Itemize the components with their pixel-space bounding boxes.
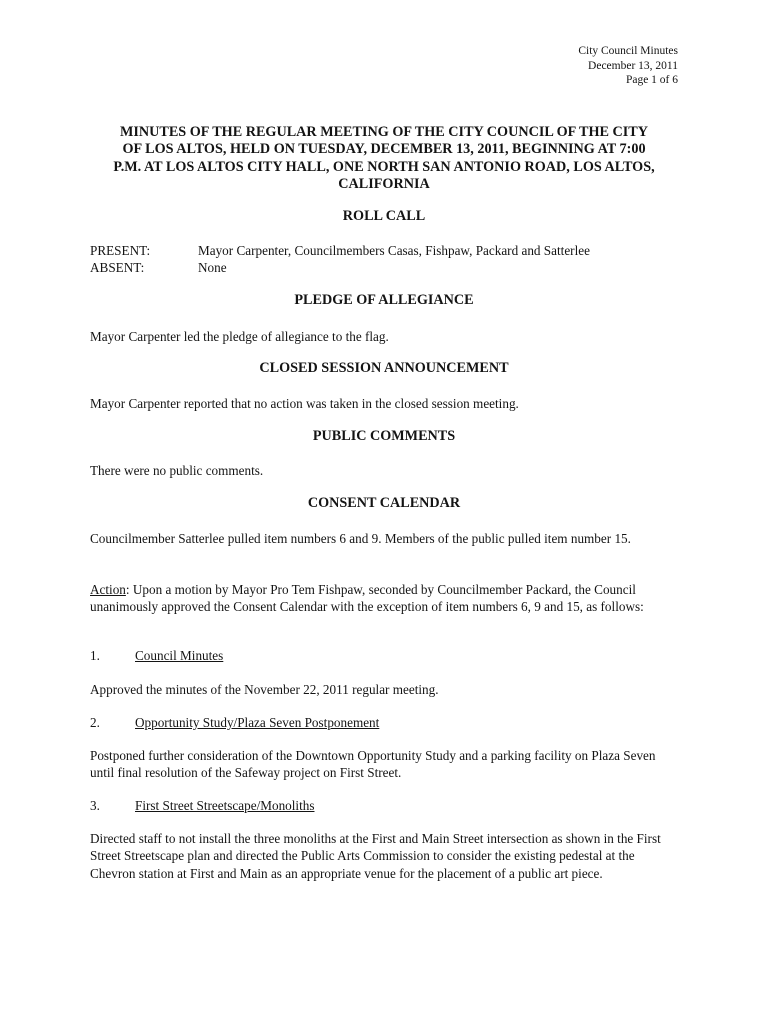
closed-session-heading: CLOSED SESSION ANNOUNCEMENT: [259, 360, 509, 376]
present-value: Mayor Carpenter, Councilmembers Casas, Fishpaw, Packard and Satterlee: [198, 243, 590, 258]
title-line: MINUTES OF THE REGULAR MEETING OF THE CITY COUNCIL OF THE CITY: [119, 124, 649, 140]
consent-item-3-text: Directed staff to not install the three monoliths at the First and Main Street intersection as shown in the First Street Streetscape plan and directed the Public Arts Commission to consider the existing pedestal at the Chevron station at First and Main as an appropriate venue for the placement of a public art piece.: [90, 831, 661, 881]
item-title: Opportunity Study/Plaza Seven Postponement: [135, 715, 380, 730]
present-label: PRESENT:: [90, 243, 151, 258]
consent-item-2: [90, 714, 379, 731]
pledge-text: Mayor Carpenter led the pledge of allegiance to the flag.: [90, 329, 389, 344]
consent-pulled-text: Councilmember Satterlee pulled item numbers 6 and 9. Members of the public pulled item number 15.: [90, 531, 631, 546]
absent-row: [90, 259, 227, 276]
consent-item-2-text: Postponed further consideration of the Downtown Opportunity Study and a parking facility on Plaza Seven until final resolution of the Safeway project on First Street.: [90, 748, 656, 781]
header-doc-name: City Council Minutes: [578, 45, 678, 57]
consent-action-paragraph: [90, 581, 682, 616]
consent-item-3: [90, 797, 314, 814]
present-row: [90, 242, 590, 259]
action-label: Action: [90, 582, 126, 597]
action-text: : Upon a motion by Mayor Pro Tem Fishpaw, seconded by Councilmember Packard, the Council unanimously approved the Consent Calendar with the exception of item numbers 6, 9 and 15, as follows:: [90, 582, 644, 615]
item-number: 2.: [90, 715, 100, 730]
item-number: 1.: [90, 648, 100, 663]
title-line: P.M. AT LOS ALTOS CITY HALL, ONE NORTH SAN ANTONIO ROAD, LOS ALTOS,: [113, 158, 655, 175]
public-comments-text: There were no public comments.: [90, 463, 264, 478]
consent-item-1: [90, 647, 223, 664]
closed-session-text: Mayor Carpenter reported that no action was taken in the closed session meeting.: [90, 396, 519, 411]
roll-call-heading: ROLL CALL: [342, 208, 426, 224]
absent-label: ABSENT:: [90, 260, 145, 275]
header-date: December 13, 2011: [588, 59, 678, 72]
document-title: [90, 124, 678, 193]
item-title: Council Minutes: [135, 648, 224, 663]
consent-item-1-text: Approved the minutes of the November 22, 2011 regular meeting.: [90, 682, 439, 697]
absent-value: None: [198, 260, 227, 275]
title-line: OF LOS ALTOS, HELD ON TUESDAY, DECEMBER 13, 2011, BEGINNING AT 7:00: [122, 141, 646, 158]
item-title: First Street Streetscape/Monoliths: [135, 798, 315, 813]
consent-calendar-heading: CONSENT CALENDAR: [307, 495, 461, 511]
pledge-heading: PLEDGE OF ALLEGIANCE: [294, 292, 474, 308]
page-header: [378, 44, 678, 88]
item-number: 3.: [90, 798, 100, 813]
public-comments-heading: PUBLIC COMMENTS: [312, 428, 456, 444]
title-line: CALIFORNIA: [338, 175, 430, 192]
header-page-number: Page 1 of 6: [625, 74, 678, 86]
